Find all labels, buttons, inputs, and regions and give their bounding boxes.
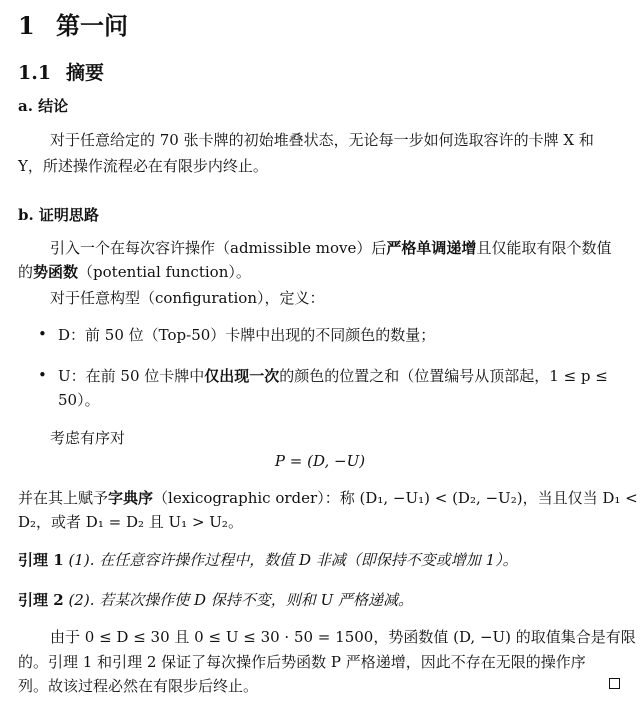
text-run: （lexicographic order）：称 (D₁, −U₁) < (D₂, −U₂)，当且仅当 D₁ <	[153, 489, 638, 507]
section-number: 1	[18, 11, 35, 40]
conclusion-line-2: Y，所述操作流程必在有限步内终止。	[18, 157, 268, 175]
lex-line-2: D₂，或者 D₁ = D₂ 且 U₁ > U₂。	[18, 513, 243, 531]
bold-term: 仅出现一次	[204, 367, 280, 385]
config-line: 对于任意构型（configuration），定义：	[50, 289, 325, 307]
bullet-u-line-2: 50）。	[58, 391, 100, 409]
proof-intro-line-1	[50, 238, 611, 258]
text-run: U：在前 50 位卡牌中	[58, 367, 205, 385]
bold-term: 势函数	[33, 263, 79, 281]
bullet-d: D：前 50 位（Top-50）卡牌中出现的不同颜色的数量；	[58, 326, 436, 344]
lemma-label: 引理 2	[18, 591, 64, 609]
proof-heading: b. 证明思路	[18, 206, 99, 224]
section-title: 第一问	[56, 11, 128, 40]
bullet-dot: •	[38, 366, 47, 384]
bullet-dot: •	[38, 325, 47, 343]
qed-symbol	[609, 678, 620, 689]
lemma-1	[18, 550, 518, 570]
text-run: （potential function）。	[78, 263, 251, 281]
subsection-title: 摘要	[66, 62, 105, 84]
text-run: 的	[18, 263, 34, 281]
subsection-heading	[18, 58, 104, 85]
lemma-2	[18, 590, 413, 610]
final-line-1: 由于 0 ≤ D ≤ 30 且 0 ≤ U ≤ 30 · 50 = 1500，势函数值 (D, −U) 的取值集合是有限	[50, 628, 636, 646]
text-run: 并在其上赋予	[18, 489, 109, 507]
conclusion-heading: a. 结论	[18, 97, 69, 115]
lex-line-1	[18, 488, 638, 508]
lemma-text: (1). 在任意容许操作过程中，数值 D 非减（即保持不变或增加 1）。	[68, 551, 518, 569]
text-run: 的颜色的位置之和（位置编号从顶部起，1 ≤ p ≤	[279, 367, 608, 385]
final-line-3: 列。故该过程必然在有限步后终止。	[18, 677, 259, 695]
bullet-u-line-1	[58, 366, 608, 386]
ordered-pair-text: 考虑有序对	[50, 429, 126, 447]
conclusion-line-1: 对于任意给定的 70 张卡牌的初始堆叠状态，无论每一步如何选取容许的卡牌 X 和	[50, 131, 594, 149]
text-run: 引入一个在每次容许操作（admissible move）后	[50, 239, 387, 257]
lemma-text: (2). 若某次操作使 D 保持不变，则和 U 严格递减。	[68, 591, 413, 609]
bold-term: 字典序	[108, 489, 154, 507]
lemma-label: 引理 1	[18, 551, 64, 569]
section-heading	[18, 6, 128, 41]
bold-term: 严格单调递增	[386, 239, 477, 257]
equation-p: P = (D, −U)	[274, 452, 366, 470]
text-run: 且仅能取有限个数值	[476, 239, 612, 257]
proof-intro-line-2	[18, 262, 251, 282]
subsection-number: 1.1	[18, 62, 52, 84]
final-line-2: 的。引理 1 和引理 2 保证了每次操作后势函数 P 严格递增，因此不存在无限的操作序	[18, 653, 586, 671]
